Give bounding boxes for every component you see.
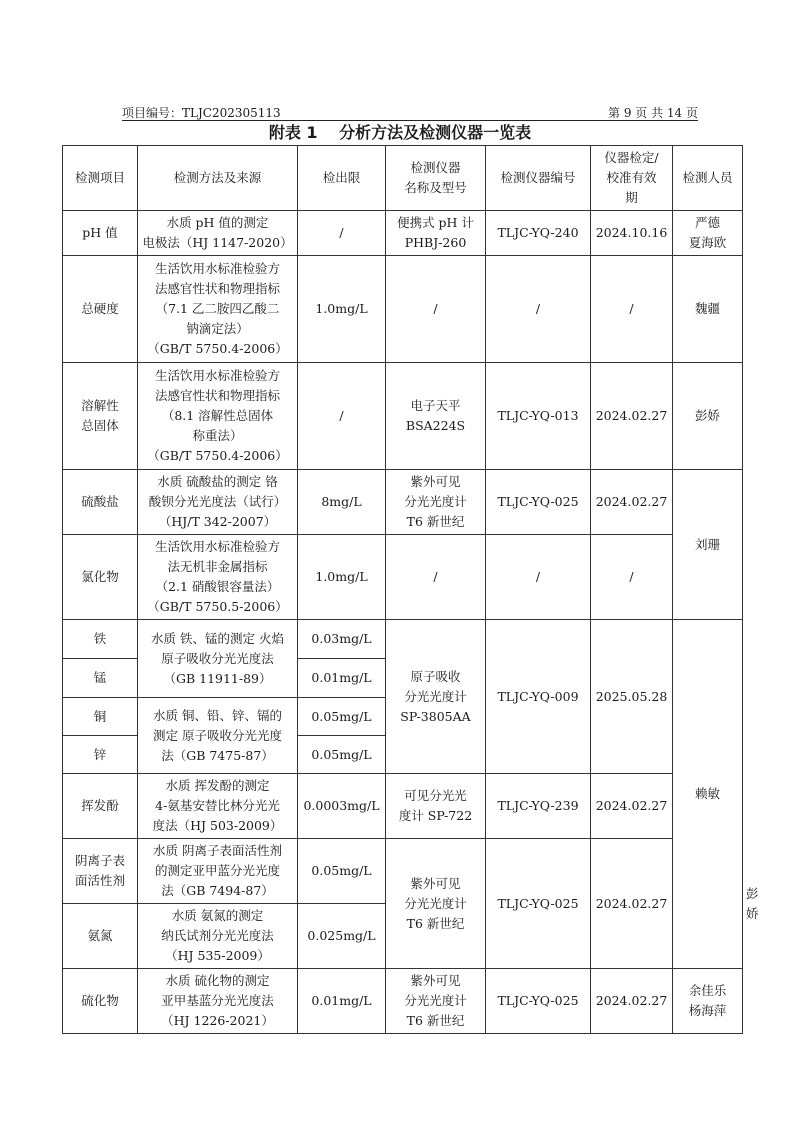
cell-instrument: / bbox=[386, 256, 486, 363]
table-row bbox=[63, 211, 743, 256]
cell-limit: / bbox=[298, 363, 386, 470]
col-header-instrument: 检测仪器 名称及型号 bbox=[386, 146, 486, 211]
cell-limit: 0.01mg/L bbox=[298, 659, 386, 698]
cell-instrument-no: / bbox=[486, 535, 591, 620]
cell-item: 铁 bbox=[63, 620, 138, 659]
cell-method: 水质 氨氮的测定 纳氏试剂分光光度法 （HJ 535-2009） bbox=[138, 904, 298, 969]
cell-instrument: 原子吸收 分光光度计 SP-3805AA bbox=[386, 620, 486, 774]
cell-method: 水质 铁、锰的测定 火焰 原子吸收分光光度法 （GB 11911-89） bbox=[138, 620, 298, 698]
cell-staff: 余佳乐 杨海萍 bbox=[673, 969, 743, 1034]
cell-limit: 0.05mg/L bbox=[298, 736, 386, 774]
cell-validity: / bbox=[591, 535, 673, 620]
cell-validity: 2024.02.27 bbox=[591, 363, 673, 470]
cell-item: 挥发酚 bbox=[63, 774, 138, 839]
cell-instrument: 可见分光光 度计 SP-722 bbox=[386, 774, 486, 839]
cell-instrument: 电子天平 BSA224S bbox=[386, 363, 486, 470]
cell-item: pH 值 bbox=[63, 211, 138, 256]
cell-limit: 0.01mg/L bbox=[298, 969, 386, 1034]
cell-limit: 0.025mg/L bbox=[298, 904, 386, 969]
col-header-item: 检测项目 bbox=[63, 146, 138, 211]
cell-item: 氨氮 bbox=[63, 904, 138, 969]
cell-method: 水质 硫酸盐的测定 铬 酸钡分光光度法（试行） （HJ/T 342-2007） bbox=[138, 470, 298, 535]
table-row: 阴离子表 面活性剂 水质 阴离子表面活性剂 的测定亚甲蓝分光光度 法（GB 7494-87） 0.05mg/L 紫外可见 分光光度计 T6 新世纪 TLJC-YQ-025 2024.02.27 彭娇 bbox=[63, 839, 743, 904]
page-number: 第 9 页 共 14 页 bbox=[608, 106, 698, 120]
cell-validity: / bbox=[591, 256, 673, 363]
cell-method: 生活饮用水标准检验方 法感官性状和物理指标 （7.1 乙二胺四乙酸二 钠滴定法） （GB/T 5750.4-2006） bbox=[138, 256, 298, 363]
cell-instrument: 紫外可见 分光光度计 T6 新世纪 bbox=[386, 470, 486, 535]
cell-validity: 2024.10.16 bbox=[591, 211, 673, 256]
cell-validity: 2024.02.27 bbox=[591, 774, 673, 839]
cell-method: 生活饮用水标准检验方 法无机非金属指标 （2.1 硝酸银容量法） （GB/T 5750.5-2006） bbox=[138, 535, 298, 620]
col-header-staff: 检测人员 bbox=[673, 146, 743, 211]
cell-method: 水质 pH 值的测定 电极法（HJ 1147-2020） bbox=[138, 211, 298, 256]
cell-instrument: / bbox=[386, 535, 486, 620]
cell-instrument: 紫外可见 分光光度计 T6 新世纪 bbox=[386, 839, 486, 969]
cell-item: 总硬度 bbox=[63, 256, 138, 363]
cell-instrument: 便携式 pH 计 PHBJ-260 bbox=[386, 211, 486, 256]
cell-method: 水质 硫化物的测定 亚甲基蓝分光光度法 （HJ 1226-2021） bbox=[138, 969, 298, 1034]
cell-limit: 0.03mg/L bbox=[298, 620, 386, 659]
table-row bbox=[63, 620, 743, 659]
cell-staff: 刘珊 bbox=[673, 470, 743, 620]
table-row bbox=[63, 470, 743, 535]
cell-item: 锌 bbox=[63, 736, 138, 774]
cell-item: 氯化物 bbox=[63, 535, 138, 620]
cell-limit: 8mg/L bbox=[298, 470, 386, 535]
cell-validity: 2024.02.27 bbox=[591, 839, 673, 969]
cell-item: 铜 bbox=[63, 698, 138, 736]
table-row bbox=[63, 535, 743, 620]
col-header-validity: 仪器检定/ 校准有效 期 bbox=[591, 146, 673, 211]
cell-item: 阴离子表 面活性剂 bbox=[63, 839, 138, 904]
cell-instrument-no: TLJC-YQ-239 bbox=[486, 774, 591, 839]
cell-instrument: 紫外可见 分光光度计 T6 新世纪 bbox=[386, 969, 486, 1034]
table-row bbox=[63, 363, 743, 470]
cell-item: 硫酸盐 bbox=[63, 470, 138, 535]
col-header-instrument-no: 检测仪器编号 bbox=[486, 146, 591, 211]
cell-validity: 2025.05.28 bbox=[591, 620, 673, 774]
cell-instrument-no: TLJC-YQ-025 bbox=[486, 969, 591, 1034]
table-row bbox=[63, 774, 743, 839]
cell-limit: 0.05mg/L bbox=[298, 839, 386, 904]
cell-instrument-no: TLJC-YQ-013 bbox=[486, 363, 591, 470]
appendix-title: 分析方法及检测仪器一览表 bbox=[339, 123, 532, 142]
appendix-label: 附表 1 bbox=[268, 123, 318, 142]
cell-limit: 0.0003mg/L bbox=[298, 774, 386, 839]
cell-instrument-no: / bbox=[486, 256, 591, 363]
col-header-limit: 检出限 bbox=[298, 146, 386, 211]
project-number: 项目编号：TLJC202305113 bbox=[122, 106, 281, 120]
cell-instrument-no: TLJC-YQ-025 bbox=[486, 470, 591, 535]
table-title bbox=[0, 120, 800, 143]
analysis-methods-table bbox=[62, 145, 759, 1034]
cell-staff: 严德 夏海欧 bbox=[673, 211, 743, 256]
table-row bbox=[63, 969, 743, 1034]
cell-validity: 2024.02.27 bbox=[591, 969, 673, 1034]
cell-item: 溶解性 总固体 bbox=[63, 363, 138, 470]
cell-staff: 赖敏 bbox=[673, 620, 743, 969]
cell-staff: 魏疆 bbox=[673, 256, 743, 363]
cell-instrument-no: TLJC-YQ-009 bbox=[486, 620, 591, 774]
cell-limit: / bbox=[298, 211, 386, 256]
cell-limit: 1.0mg/L bbox=[298, 256, 386, 363]
cell-instrument-no: TLJC-YQ-240 bbox=[486, 211, 591, 256]
cell-staff: 彭娇 bbox=[673, 363, 743, 470]
table-row bbox=[63, 256, 743, 363]
cell-item: 锰 bbox=[63, 659, 138, 698]
cell-instrument-no: TLJC-YQ-025 bbox=[486, 839, 591, 969]
cell-method: 水质 阴离子表面活性剂 的测定亚甲蓝分光光度 法（GB 7494-87） bbox=[138, 839, 298, 904]
cell-method: 水质 铜、铅、锌、镉的 测定 原子吸收分光光度 法（GB 7475-87） bbox=[138, 698, 298, 774]
cell-method: 水质 挥发酚的测定 4-氨基安替比林分光光 度法（HJ 503-2009） bbox=[138, 774, 298, 839]
cell-method: 生活饮用水标准检验方 法感官性状和物理指标 （8.1 溶解性总固体 称重法） （GB/T 5750.4-2006） bbox=[138, 363, 298, 470]
cell-limit: 1.0mg/L bbox=[298, 535, 386, 620]
cell-validity: 2024.02.27 bbox=[591, 470, 673, 535]
col-header-method: 检测方法及来源 bbox=[138, 146, 298, 211]
cell-item: 硫化物 bbox=[63, 969, 138, 1034]
page-header bbox=[122, 98, 698, 121]
cell-limit: 0.05mg/L bbox=[298, 698, 386, 736]
table-header-row bbox=[63, 146, 743, 211]
